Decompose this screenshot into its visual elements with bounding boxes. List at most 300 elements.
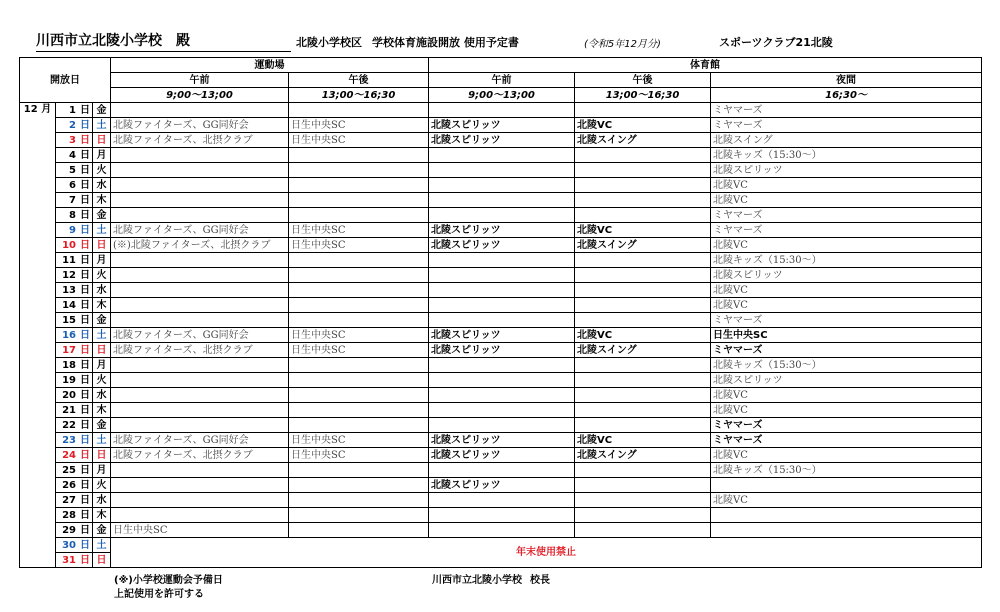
day-value: 21	[62, 404, 76, 416]
ground-morning-cell	[111, 193, 289, 208]
table-row	[20, 328, 982, 343]
gym-night-cell: 北陵キッズ（15:30～）	[711, 463, 982, 478]
day-value: 10	[62, 239, 76, 251]
gym-night-cell: ミヤマーズ	[711, 208, 982, 223]
ground-afternoon-cell: 日生中央SC	[289, 328, 429, 343]
gym-morning-cell	[429, 103, 575, 118]
day-unit: 日	[80, 104, 90, 116]
day-unit: 日	[80, 554, 90, 566]
ground-header: 運動場	[111, 58, 429, 73]
day-unit: 日	[80, 434, 90, 446]
gym-afternoon-cell	[575, 403, 711, 418]
weekday: 木	[93, 403, 111, 418]
ground-morning-cell: 北陵ファイターズ、北摂クラブ	[111, 343, 289, 358]
gym-night-cell: 北陵スイング	[711, 133, 982, 148]
gym-morning-header: 午前	[429, 73, 575, 88]
weekday: 土	[93, 433, 111, 448]
table-row	[20, 298, 982, 313]
gym-morning-cell	[429, 178, 575, 193]
ground-afternoon-cell: 日生中央SC	[289, 238, 429, 253]
ground-morning-cell: 北陵ファイターズ、GG同好会	[111, 223, 289, 238]
gym-night-cell: 北陵スピリッツ	[711, 163, 982, 178]
ground-afternoon-cell	[289, 268, 429, 283]
gym-afternoon-cell: 北陵スイング	[575, 133, 711, 148]
ground-morning-cell: 日生中央SC	[111, 523, 289, 538]
gym-afternoon-cell	[575, 388, 711, 403]
gym-night-cell: 日生中央SC	[711, 328, 982, 343]
day-number	[56, 373, 93, 388]
table-row	[20, 283, 982, 298]
table-row	[20, 493, 982, 508]
day-value: 29	[62, 524, 76, 536]
day-number	[56, 343, 93, 358]
ground-morning-cell	[111, 178, 289, 193]
table-row	[20, 388, 982, 403]
day-number	[56, 208, 93, 223]
gym-morning-cell	[429, 388, 575, 403]
gym-morning-cell: 北陵スピリッツ	[429, 223, 575, 238]
gym-afternoon-cell: 北陵VC	[575, 433, 711, 448]
gym-night-cell: 北陵スピリッツ	[711, 268, 982, 283]
table-row	[20, 268, 982, 283]
gym-afternoon-cell	[575, 313, 711, 328]
weekday: 金	[93, 418, 111, 433]
signature-title: 校長	[530, 575, 550, 586]
gym-afternoon-cell	[575, 523, 711, 538]
gym-night-cell: 北陵VC	[711, 448, 982, 463]
day-number	[56, 478, 93, 493]
gym-morning-cell	[429, 463, 575, 478]
weekday: 日	[93, 133, 111, 148]
day-number	[56, 508, 93, 523]
gym-afternoon-cell	[575, 253, 711, 268]
day-value: 12	[62, 269, 76, 281]
day-unit: 日	[80, 509, 90, 521]
table-row	[20, 463, 982, 478]
day-value: 18	[62, 359, 76, 371]
weekday: 土	[93, 223, 111, 238]
weekday: 火	[93, 268, 111, 283]
ground-morning-time: 9;00～13;00	[111, 88, 289, 103]
gym-night-cell: ミヤマーズ	[711, 433, 982, 448]
gym-afternoon-header: 午後	[575, 73, 711, 88]
gym-night-cell: 北陵VC	[711, 283, 982, 298]
day-unit: 日	[80, 209, 90, 221]
principal-signature	[432, 571, 550, 586]
weekday: 火	[93, 163, 111, 178]
addressee-school: 川西市立北陵小学校	[36, 33, 162, 49]
weekday: 金	[93, 313, 111, 328]
ground-morning-cell	[111, 208, 289, 223]
ground-morning-cell	[111, 493, 289, 508]
day-value: 31	[62, 554, 76, 566]
gym-afternoon-cell	[575, 298, 711, 313]
gym-afternoon-cell	[575, 103, 711, 118]
day-unit: 日	[80, 164, 90, 176]
day-value: 5	[69, 164, 76, 176]
day-value: 2	[69, 119, 76, 131]
gym-afternoon-cell: 北陵スイング	[575, 238, 711, 253]
weekday: 木	[93, 298, 111, 313]
day-number	[56, 148, 93, 163]
ground-morning-cell	[111, 313, 289, 328]
gym-morning-cell	[429, 313, 575, 328]
day-unit: 日	[80, 269, 90, 281]
day-number	[56, 403, 93, 418]
gym-night-cell: ミヤマーズ	[711, 223, 982, 238]
weekday: 水	[93, 283, 111, 298]
day-value: 7	[69, 194, 76, 206]
day-value: 26	[62, 479, 76, 491]
ground-afternoon-cell	[289, 298, 429, 313]
gym-header: 体育館	[429, 58, 982, 73]
weekday: 月	[93, 148, 111, 163]
ground-morning-cell	[111, 388, 289, 403]
day-number	[56, 328, 93, 343]
ground-morning-cell	[111, 418, 289, 433]
gym-morning-cell: 北陵スピリッツ	[429, 478, 575, 493]
gym-morning-cell	[429, 163, 575, 178]
day-unit: 日	[80, 539, 90, 551]
day-unit: 日	[80, 149, 90, 161]
gym-afternoon-cell	[575, 193, 711, 208]
day-value: 11	[62, 254, 76, 266]
table-row	[20, 118, 982, 133]
ground-morning-cell: 北陵ファイターズ、北摂クラブ	[111, 448, 289, 463]
gym-night-cell	[711, 508, 982, 523]
gym-night-cell: ミヤマーズ	[711, 313, 982, 328]
day-number	[56, 433, 93, 448]
gym-afternoon-cell	[575, 148, 711, 163]
ground-afternoon-cell	[289, 253, 429, 268]
gym-afternoon-cell	[575, 208, 711, 223]
gym-afternoon-time: 13;00～16;30	[575, 88, 711, 103]
day-number	[56, 283, 93, 298]
honorific: 殿	[176, 33, 190, 49]
ground-afternoon-cell	[289, 403, 429, 418]
gym-night-cell: 北陵VC	[711, 493, 982, 508]
weekday: 日	[93, 343, 111, 358]
day-number	[56, 418, 93, 433]
ground-afternoon-cell	[289, 523, 429, 538]
day-number	[56, 103, 93, 118]
district: 北陵小学校区	[296, 36, 362, 49]
ground-afternoon-time: 13;00～16;30	[289, 88, 429, 103]
period: (令和5年12月分)	[584, 39, 661, 50]
gym-morning-cell: 北陵スピリッツ	[429, 238, 575, 253]
table-row	[20, 133, 982, 148]
weekday: 月	[93, 253, 111, 268]
gym-morning-cell	[429, 358, 575, 373]
day-number	[56, 238, 93, 253]
ground-afternoon-cell	[289, 478, 429, 493]
ground-morning-cell	[111, 373, 289, 388]
ground-afternoon-cell: 日生中央SC	[289, 118, 429, 133]
day-value: 23	[62, 434, 76, 446]
gym-afternoon-cell: 北陵スイング	[575, 343, 711, 358]
day-value: 9	[69, 224, 76, 236]
table-row	[20, 433, 982, 448]
gym-afternoon-cell: 北陵VC	[575, 118, 711, 133]
day-unit: 日	[80, 449, 90, 461]
weekday: 日	[93, 448, 111, 463]
ground-morning-cell	[111, 508, 289, 523]
day-value: 27	[62, 494, 76, 506]
gym-afternoon-cell	[575, 163, 711, 178]
schedule-body	[20, 58, 982, 568]
ground-afternoon-cell: 日生中央SC	[289, 433, 429, 448]
ground-morning-cell	[111, 298, 289, 313]
ground-morning-cell	[111, 283, 289, 298]
day-unit: 日	[80, 479, 90, 491]
ground-afternoon-cell	[289, 163, 429, 178]
year-end-notice: 年末使用禁止	[111, 538, 982, 568]
weekday: 日	[93, 553, 111, 568]
gym-night-cell: ミヤマーズ	[711, 103, 982, 118]
gym-afternoon-cell	[575, 493, 711, 508]
day-unit: 日	[80, 224, 90, 236]
gym-night-time: 16;30～	[711, 88, 982, 103]
day-unit: 日	[80, 119, 90, 131]
ground-morning-cell: (※)北陵ファイターズ、北摂クラブ	[111, 238, 289, 253]
ground-morning-cell	[111, 403, 289, 418]
weekday: 木	[93, 193, 111, 208]
header-row-3	[20, 88, 982, 103]
ground-afternoon-cell: 日生中央SC	[289, 223, 429, 238]
gym-night-cell: 北陵VC	[711, 298, 982, 313]
gym-morning-cell: 北陵スピリッツ	[429, 343, 575, 358]
gym-afternoon-cell	[575, 478, 711, 493]
day-value: 17	[62, 344, 76, 356]
gym-morning-cell: 北陵スピリッツ	[429, 133, 575, 148]
gym-afternoon-cell	[575, 373, 711, 388]
weekday: 水	[93, 493, 111, 508]
document-title	[296, 34, 519, 50]
weekday: 火	[93, 478, 111, 493]
day-number	[56, 223, 93, 238]
gym-afternoon-cell: 北陵VC	[575, 328, 711, 343]
day-number	[56, 268, 93, 283]
gym-morning-cell	[429, 268, 575, 283]
gym-night-cell: ミヤマーズ	[711, 343, 982, 358]
day-value: 16	[62, 329, 76, 341]
gym-afternoon-cell	[575, 418, 711, 433]
table-row	[20, 478, 982, 493]
day-unit: 日	[80, 299, 90, 311]
day-value: 25	[62, 464, 76, 476]
ground-afternoon-header: 午後	[289, 73, 429, 88]
day-value: 28	[62, 509, 76, 521]
gym-morning-cell	[429, 493, 575, 508]
gym-night-cell: 北陵VC	[711, 403, 982, 418]
table-row	[20, 253, 982, 268]
day-number	[56, 313, 93, 328]
gym-morning-cell	[429, 193, 575, 208]
day-number	[56, 253, 93, 268]
day-value: 15	[62, 314, 76, 326]
table-row	[20, 163, 982, 178]
day-value: 4	[69, 149, 76, 161]
gym-morning-cell	[429, 523, 575, 538]
ground-morning-cell	[111, 148, 289, 163]
gym-morning-cell: 北陵スピリッツ	[429, 118, 575, 133]
ground-afternoon-cell	[289, 508, 429, 523]
table-row	[20, 538, 982, 553]
table-row	[20, 178, 982, 193]
day-value: 24	[62, 449, 76, 461]
weekday: 土	[93, 118, 111, 133]
ground-morning-cell	[111, 463, 289, 478]
day-unit: 日	[80, 329, 90, 341]
day-number	[56, 118, 93, 133]
day-unit: 日	[80, 464, 90, 476]
weekday: 土	[93, 328, 111, 343]
gym-morning-cell: 北陵スピリッツ	[429, 328, 575, 343]
month-label: 12 月	[20, 103, 56, 568]
day-value: 22	[62, 419, 76, 431]
ground-afternoon-cell	[289, 463, 429, 478]
gym-afternoon-cell: 北陵VC	[575, 223, 711, 238]
day-number	[56, 463, 93, 478]
gym-afternoon-cell	[575, 463, 711, 478]
day-unit: 日	[80, 389, 90, 401]
club-name: スポーツクラブ21北陵	[719, 36, 833, 49]
gym-afternoon-cell	[575, 508, 711, 523]
table-row	[20, 208, 982, 223]
table-row	[20, 523, 982, 538]
gym-morning-cell: 北陵スピリッツ	[429, 448, 575, 463]
ground-morning-cell: 北陵ファイターズ、GG同好会	[111, 328, 289, 343]
gym-night-cell	[711, 523, 982, 538]
day-unit: 日	[80, 494, 90, 506]
ground-morning-cell: 北陵ファイターズ、北摂クラブ	[111, 133, 289, 148]
ground-afternoon-cell	[289, 208, 429, 223]
table-row	[20, 238, 982, 253]
ground-afternoon-cell	[289, 388, 429, 403]
day-unit: 日	[80, 419, 90, 431]
day-unit: 日	[80, 524, 90, 536]
day-unit: 日	[80, 344, 90, 356]
gym-morning-cell	[429, 298, 575, 313]
day-value: 30	[62, 539, 76, 551]
gym-afternoon-cell: 北陵スイング	[575, 448, 711, 463]
gym-night-cell: 北陵VC	[711, 238, 982, 253]
day-unit: 日	[80, 404, 90, 416]
weekday: 金	[93, 208, 111, 223]
ground-morning-cell	[111, 268, 289, 283]
day-number	[56, 523, 93, 538]
gym-morning-cell	[429, 148, 575, 163]
day-value: 20	[62, 389, 76, 401]
ground-afternoon-cell	[289, 418, 429, 433]
weekday: 火	[93, 373, 111, 388]
gym-night-cell	[711, 478, 982, 493]
gym-night-cell: 北陵VC	[711, 388, 982, 403]
ground-morning-cell: 北陵ファイターズ、GG同好会	[111, 118, 289, 133]
ground-morning-header: 午前	[111, 73, 289, 88]
gym-morning-cell	[429, 508, 575, 523]
weekday: 金	[93, 103, 111, 118]
day-value: 3	[69, 134, 76, 146]
day-value: 8	[69, 209, 76, 221]
ground-morning-cell	[111, 103, 289, 118]
ground-afternoon-cell: 日生中央SC	[289, 133, 429, 148]
ground-afternoon-cell: 日生中央SC	[289, 448, 429, 463]
gym-morning-time: 9;00～13;00	[429, 88, 575, 103]
day-number	[56, 178, 93, 193]
gym-morning-cell	[429, 208, 575, 223]
day-number	[56, 448, 93, 463]
ground-morning-cell	[111, 478, 289, 493]
day-number	[56, 358, 93, 373]
table-row	[20, 373, 982, 388]
table-row	[20, 418, 982, 433]
gym-morning-cell	[429, 373, 575, 388]
ground-afternoon-cell	[289, 103, 429, 118]
day-number	[56, 298, 93, 313]
gym-morning-cell	[429, 253, 575, 268]
day-unit: 日	[80, 134, 90, 146]
ground-morning-cell: 北陵ファイターズ、GG同好会	[111, 433, 289, 448]
ground-afternoon-cell	[289, 178, 429, 193]
ground-afternoon-cell	[289, 283, 429, 298]
weekday: 水	[93, 388, 111, 403]
table-row	[20, 343, 982, 358]
signature-school: 川西市立北陵小学校	[432, 575, 522, 586]
gym-afternoon-cell	[575, 283, 711, 298]
title-text: 学校体育施設開放 使用予定書	[372, 36, 519, 49]
ground-morning-cell	[111, 253, 289, 268]
table-row	[20, 403, 982, 418]
day-value: 1	[69, 104, 76, 116]
table-row	[20, 148, 982, 163]
ground-morning-cell	[111, 163, 289, 178]
day-value: 6	[69, 179, 76, 191]
day-unit: 日	[80, 254, 90, 266]
footnote: (※)小学校運動会予備日	[114, 575, 223, 586]
weekday: 木	[93, 508, 111, 523]
table-row	[20, 313, 982, 328]
gym-night-cell: 北陵キッズ（15:30～）	[711, 358, 982, 373]
table-row	[20, 448, 982, 463]
table-row	[20, 223, 982, 238]
day-unit: 日	[80, 284, 90, 296]
gym-night-header: 夜間	[711, 73, 982, 88]
weekday: 日	[93, 238, 111, 253]
day-number	[56, 553, 93, 568]
day-value: 14	[62, 299, 76, 311]
weekday: 月	[93, 463, 111, 478]
ground-afternoon-cell	[289, 373, 429, 388]
table-row	[20, 508, 982, 523]
gym-night-cell: 北陵キッズ（15:30～）	[711, 148, 982, 163]
ground-afternoon-cell: 日生中央SC	[289, 343, 429, 358]
ground-afternoon-cell	[289, 148, 429, 163]
gym-night-cell: ミヤマーズ	[711, 418, 982, 433]
day-value: 13	[62, 284, 76, 296]
gym-morning-cell	[429, 403, 575, 418]
ground-afternoon-cell	[289, 193, 429, 208]
schedule-table	[19, 57, 982, 568]
weekday: 月	[93, 358, 111, 373]
day-unit: 日	[80, 314, 90, 326]
weekday: 金	[93, 523, 111, 538]
ground-afternoon-cell	[289, 493, 429, 508]
table-row	[20, 358, 982, 373]
day-unit: 日	[80, 374, 90, 386]
header-row-2	[20, 73, 982, 88]
gym-night-cell: 北陵キッズ（15:30～）	[711, 253, 982, 268]
